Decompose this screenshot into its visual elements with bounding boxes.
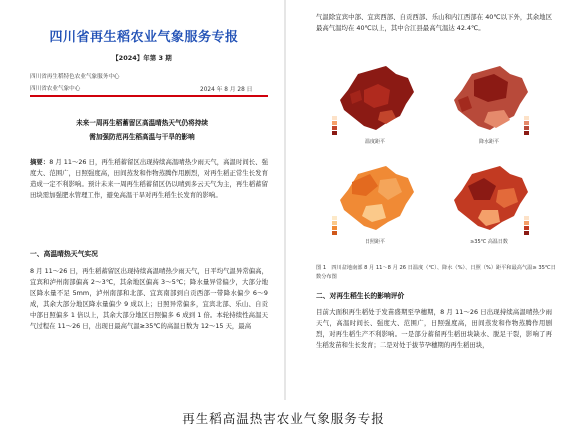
section-2-body: 目前大面积再生稻处于发苗盛期至孕穗期，8 月 11～26 日出现持续高温晴热少雨天气，高温时间长、强度大、范围广，日照强度高，田间蒸发和作物蒸腾作用剧烈，对再生稻生产不利影响。一是部分蓄留再生稻田块缺水、脱足干裂，影响了再生稻发苗和生长发育；二是对处于拔节孕穗期的再生稻田块， (316, 308, 552, 349)
issuing-org-2: 四川省农业气象中心 (30, 86, 81, 92)
precipitation-anomaly-map (444, 60, 534, 145)
issue-number: 【2024】年第 3 期 (112, 54, 172, 62)
precipitation-anomaly-map-graphic (444, 60, 534, 138)
precipitation-anomaly-map-label: 降水距平 (478, 139, 499, 145)
article-title-line-2: 需加强防范再生稻高温与干旱的影响 (89, 133, 195, 141)
continued-paragraph: 气温除宜宾中部、宜宾西部、自贡西部、乐山和内江西部在 40℃以下外，其余地区最高气温均在 40℃以上，其中合江县最高气温达 42.4℃。 (316, 13, 552, 32)
hot-days-map (444, 160, 534, 245)
sunshine-anomaly-map-graphic (330, 160, 420, 238)
article-title-line-1: 未来一周再生稻蓄留区高温晴热天气仍将持续 (76, 119, 208, 127)
section-2-heading: 二、对再生稻生长的影响评价 (316, 292, 405, 300)
abstract-label: 摘要： (30, 158, 50, 166)
section-1-body: 8 月 11～26 日，再生稻蓄留区出现持续高温晴热少雨天气，日平均气温异常偏高，宜宾和泸州南部偏高 2～3℃，其余地区偏高 3～5℃；降水量异常偏少，大部分地区降水量不足 5mm，泸州南部和北部、宜宾南部到自贡西部一带降水偏少 6～9 成，其余大部分地区降水量偏少 9 成以上；日照异常偏多，宜宾北部、乐山、自贡中部日照偏多 1 倍以上，其余大部分地区日照偏多 6 成到 1 倍。本轮持续性高温天气过程在 11～26 日，出现日最高气温≥35℃的高温日数为 12～15 天，最高 (30, 267, 268, 330)
issue-date: 2024 年 8 月 28 日 (200, 87, 253, 93)
hot-days-map-label: ≥35℃ 高温日数 (470, 239, 508, 245)
temperature-anomaly-map (330, 60, 420, 145)
temperature-anomaly-map-label: 温度距平 (364, 139, 385, 145)
sunshine-anomaly-map-label: 日照距平 (364, 239, 385, 245)
section-1-heading: 一、高温晴热天气实况 (30, 250, 98, 258)
temperature-anomaly-map-graphic (330, 60, 420, 138)
figure-caption: 图 1 四川盆地南部 8 月 11～8 月 26 日温度（℃）、降水（%）、日照（%）距平和最高气温≥ 35℃日数分布图 (316, 265, 556, 280)
issuing-org-1: 四川省再生稻特色农业气象服务中心 (30, 74, 120, 80)
footer-caption-bar (0, 403, 567, 431)
abstract-text: 8 月 11～26 日，再生稻蓄留区出现持续高温晴热少雨天气，高温时间长、强度大、范围广，日照强度高，田间蒸发和作物蒸腾作用剧烈，对再生稻正常生长发育造成一定不利影响。预计未来一周再生稻蓄留区仍以晴到多云天气为主，再生稻蓄留田块需加强肥水管理工作，避免高温干旱对再生稻生长发育的影响。 (30, 158, 268, 199)
hot-days-map-graphic (444, 160, 534, 238)
sunshine-anomaly-map (330, 160, 420, 245)
footer-caption: 再生稻高温热害农业气象服务专报 (182, 411, 385, 426)
report-header-title: 四川省再生稻农业气象服务专报 (49, 30, 239, 45)
